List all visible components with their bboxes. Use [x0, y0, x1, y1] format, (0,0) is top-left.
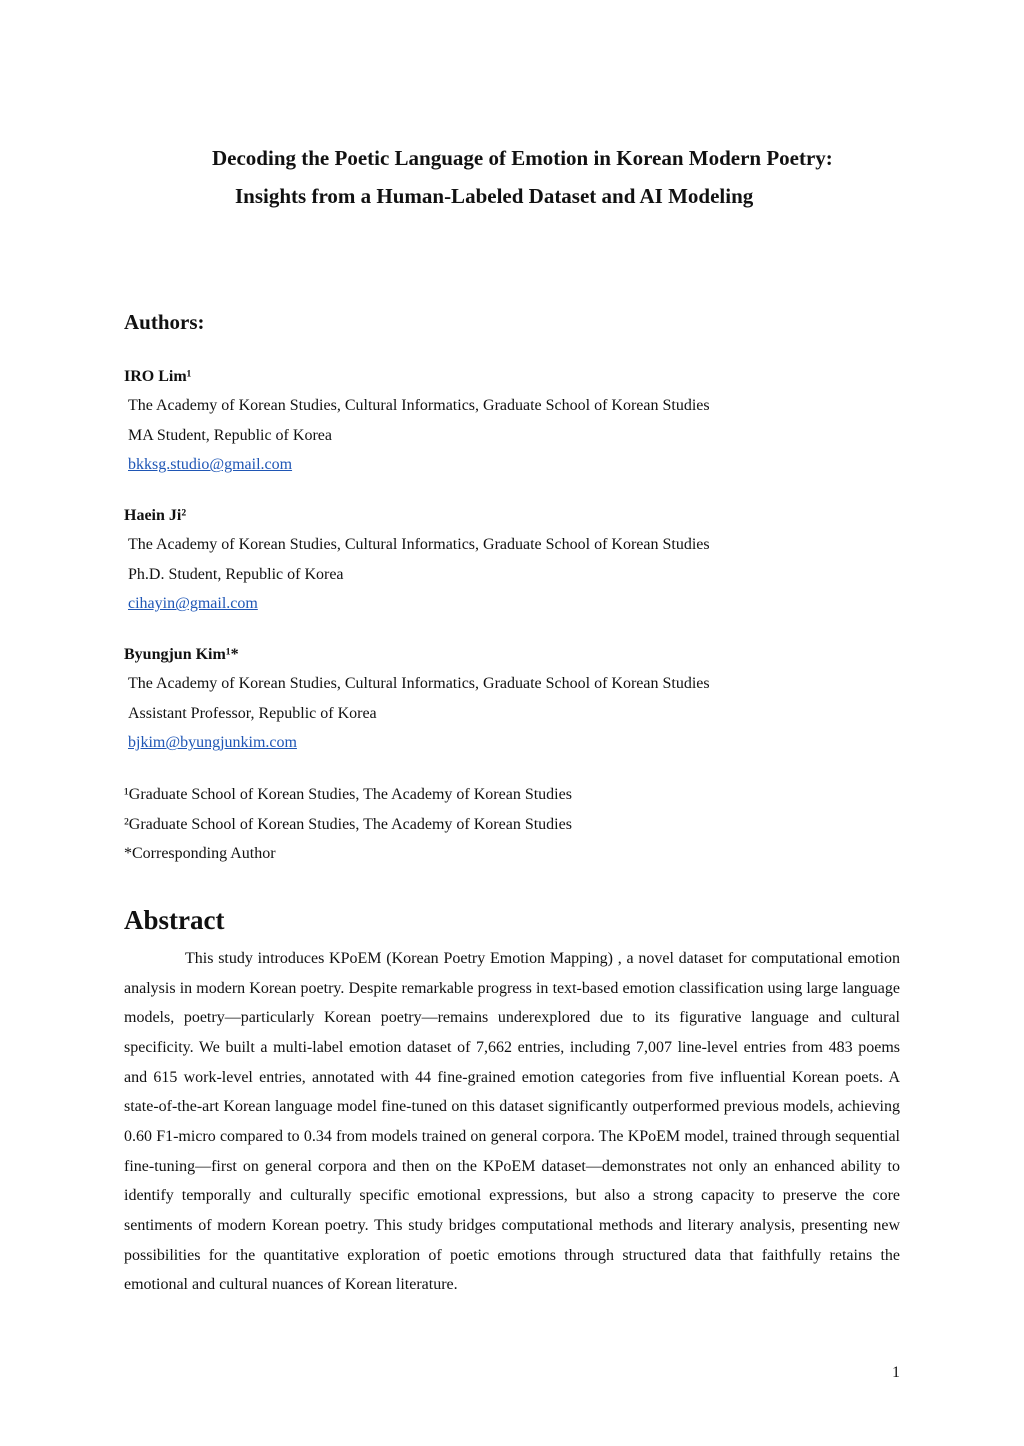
author-email-link[interactable]: bkksg.studio@gmail.com: [128, 456, 293, 474]
author-position: MA Student, Republic of Korea: [128, 426, 332, 444]
author-position: Assistant Professor, Republic of Korea: [128, 704, 377, 722]
affiliation-note: ²Graduate School of Korean Studies, The Academy of Korean Studies: [124, 815, 572, 833]
affiliation-note: ¹Graduate School of Korean Studies, The Academy of Korean Studies: [124, 786, 572, 803]
author-affiliation: The Academy of Korean Studies, Cultural Informatics, Graduate School of Korean Studies: [128, 675, 710, 692]
author-affiliation: The Academy of Korean Studies, Cultural Informatics, Graduate School of Korean Studies: [128, 397, 710, 414]
page-number: 1: [892, 1364, 900, 1381]
author-block: [124, 366, 924, 484]
author-block: [124, 505, 924, 623]
paper-title-line-1: Decoding the Poetic Language of Emotion in Korean Modern Poetry:: [212, 146, 833, 170]
author-email-link[interactable]: cihayin@gmail.com: [128, 595, 258, 613]
author-block: [124, 644, 924, 762]
abstract-heading: Abstract: [124, 905, 225, 935]
abstract-body: This study introduces KPoEM (Korean Poetry Emotion Mapping) , a novel dataset for computational emotion analysis in modern Korean poetry. Despite remarkable progress in text-based emotion classification using large language models, poetry—particularly Korean poetry—remains underexplored due to its figurative language and cultural specificity. We built a multi-label emotion dataset of 7,662 entries, including 7,007 line-level entries from 483 poems and 615 work-level entries, annotated with 44 fine-grained emotion categories from five influential Korean poets. A state-of-the-art Korean language model fine-tuned on this dataset significantly outperformed previous models, achieving 0.60 F1-micro compared to 0.34 from models trained on general corpora. The KPoEM model, trained through sequential fine-tuning—first on general corpora and then on the KPoEM dataset—demonstrates not only an enhanced ability to identify temporally and culturally specific emotional expressions, but also a strong capacity to preserve the core sentiments of modern Korean poetry. This study bridges computational methods and literary analysis, presenting new possibilities for the quantitative exploration of poetic emotions through structured data that faithfully retains the emotional and cultural nuances of Korean literature.: [124, 950, 900, 1294]
corresponding-author-note: *Corresponding Author: [124, 845, 276, 863]
author-position: Ph.D. Student, Republic of Korea: [128, 565, 344, 583]
author-name: Haein Ji²: [124, 507, 187, 524]
author-name: IRO Lim¹: [124, 368, 192, 385]
affiliation-notes: [124, 784, 572, 873]
author-name: Byungjun Kim¹*: [124, 646, 239, 663]
authors-heading: Authors:: [124, 310, 205, 334]
author-affiliation: The Academy of Korean Studies, Cultural Informatics, Graduate School of Korean Studies: [128, 536, 710, 553]
paper-title-line-2: Insights from a Human-Labeled Dataset and AI Modeling: [235, 184, 754, 208]
author-email-link[interactable]: bjkim@byungjunkim.com: [128, 734, 297, 752]
